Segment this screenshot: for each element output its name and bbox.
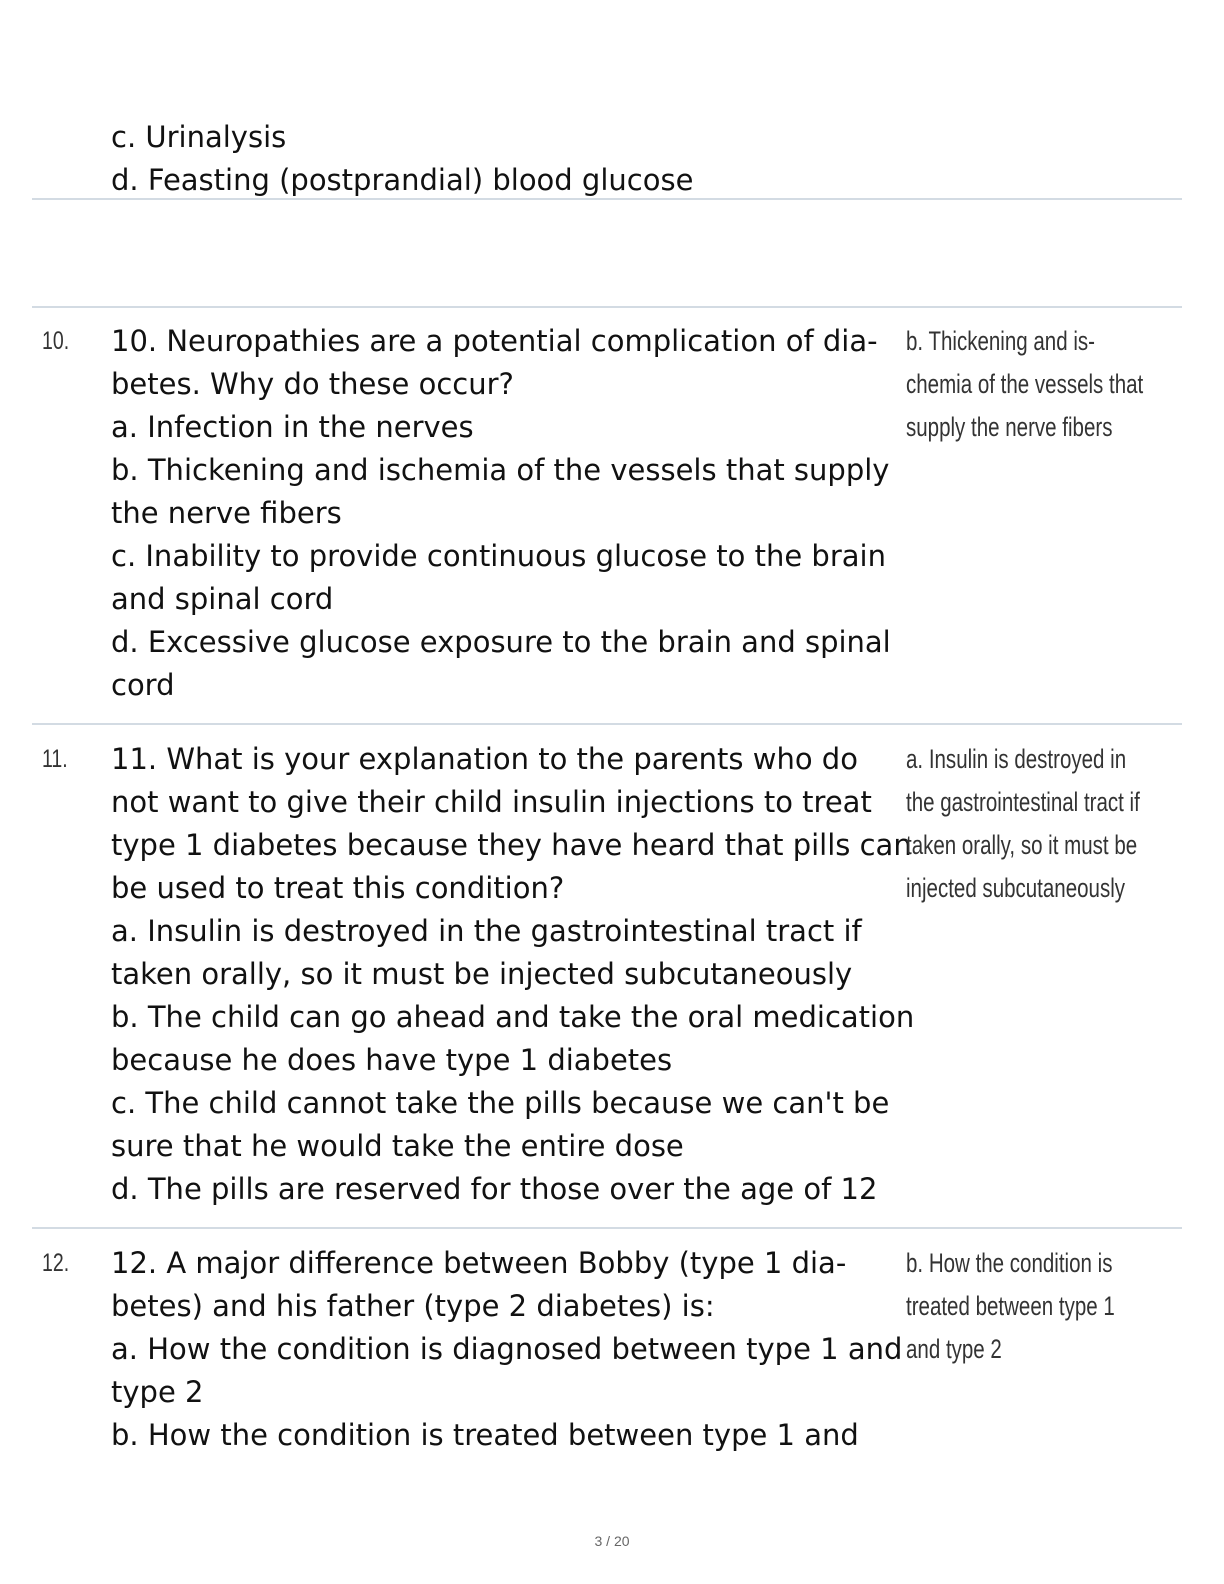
question-text-line: betes. Why do these occur? (111, 367, 514, 401)
answer-line: the gastrointestinal tract if (906, 787, 1140, 817)
question-text-line: cord (111, 668, 175, 702)
question-text-line: sure that he would take the entire dose (111, 1129, 684, 1163)
question-text-line: c. The child cannot take the pills because we can't be (111, 1086, 890, 1120)
question-text-line: b. Thickening and ischemia of the vessels that supply (111, 453, 890, 487)
answer-line: and type 2 (906, 1334, 1002, 1364)
divider (32, 306, 1182, 308)
question-text-line: a. Insulin is destroyed in the gastrointestinal tract if (111, 914, 862, 948)
page-indicator: 3 / 20 (594, 1533, 630, 1549)
question-text-line: not want to give their child insulin injections to treat (111, 785, 872, 819)
question-text-line: type 2 (111, 1375, 204, 1409)
question-text-line: type 1 diabetes because they have heard that pills can (111, 828, 912, 862)
question-text-line: b. The child can go ahead and take the oral medication (111, 1000, 915, 1034)
answer-line: b. Thickening and is- (906, 326, 1095, 356)
question-text-line: the nerve fibers (111, 496, 342, 530)
question-text-line: b. How the condition is treated between type 1 and (111, 1418, 859, 1452)
question-number: 11. (42, 745, 68, 773)
answer-line: b. How the condition is (906, 1248, 1113, 1278)
question-text-line: d. Excessive glucose exposure to the brain and spinal (111, 625, 891, 659)
question-text-line: a. How the condition is diagnosed between type 1 and (111, 1332, 903, 1366)
question-text-line: 12. A major difference between Bobby (type 1 dia- (111, 1246, 847, 1280)
question-text-line: and spinal cord (111, 582, 334, 616)
option-c: c. Urinalysis (111, 120, 287, 154)
answer-line: injected subcutaneously (906, 873, 1126, 903)
answer-line: taken orally, so it must be (906, 830, 1138, 860)
question-text-line: a. Infection in the nerves (111, 410, 474, 444)
question-text-line: d. The pills are reserved for those over the age of 12 (111, 1172, 878, 1206)
question-text-line: taken orally, so it must be injected subcutaneously (111, 957, 853, 991)
answer-line: treated between type 1 (906, 1291, 1115, 1321)
question-text-line: betes) and his father (type 2 diabetes) is: (111, 1289, 715, 1323)
question-text-line: 10. Neuropathies are a potential complication of dia- (111, 324, 878, 358)
question-number: 10. (42, 327, 70, 355)
divider (32, 198, 1182, 200)
answer-line: supply the nerve fibers (906, 412, 1113, 442)
divider (32, 723, 1182, 725)
question-text-line: be used to treat this condition? (111, 871, 565, 905)
answer-line: chemia of the vessels that (906, 369, 1144, 399)
answer-line: a. Insulin is destroyed in (906, 744, 1127, 774)
question-text-line: because he does have type 1 diabetes (111, 1043, 673, 1077)
question-text-line: c. Inability to provide continuous glucose to the brain (111, 539, 886, 573)
divider (32, 1227, 1182, 1229)
option-d: d. Feasting (postprandial) blood glucose (111, 163, 694, 197)
question-number: 12. (42, 1249, 70, 1277)
question-text-line: 11. What is your explanation to the parents who do (111, 742, 858, 776)
